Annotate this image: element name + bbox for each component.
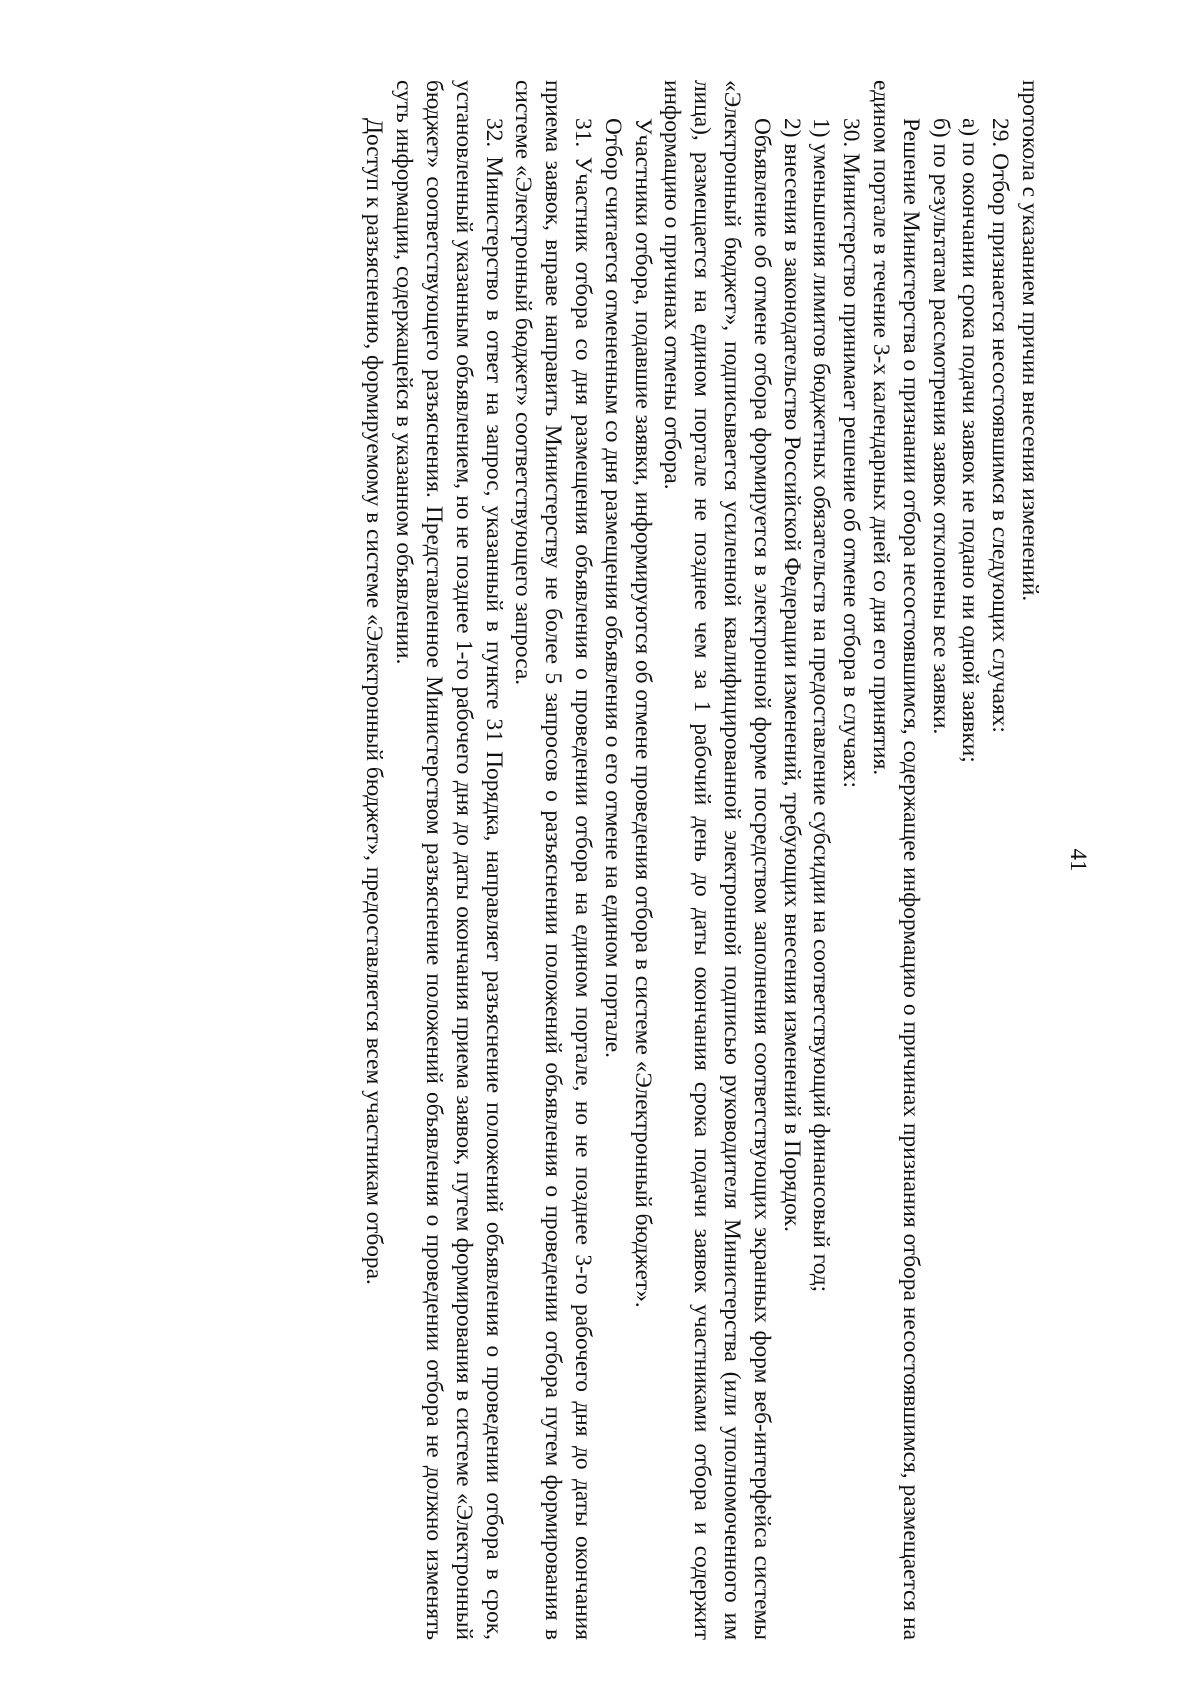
rotated-page-content [150,80,1100,1640]
paragraph-clause-31: 31. Участник отбора со дня размещения объявления о проведении отбора на едином портале, но не позднее 3-го рабочего дня до даты окончания приема заявок, вправе направить Министерству не более 5 запросов о разъяснении положений объявления о проведении отбора путем формирования в системе «Электронный бюджет» соответствующего запроса. [510,80,597,1640]
paragraph-clause-29: 29. Отбор признается несостоявшимся в следующих случаях: [987,118,1014,733]
paragraph-cancellation-notice: Объявление об отмене отбора формируется в электронной форме посредством заполнения соответствующих экранных форм веб-интерфейса системы «Электронный бюджет», подписывается усиленной квалифицированной электронной подписью руководителя Министерства (или уполномоченного им лица), размещается на едином портале не позднее чем за 1 рабочий день до даты окончания срока подачи заявок участниками отбора и содержит информацию о причинах отмены отбора. [659,80,775,1640]
paragraph-decision-unsuccessful: Решение Министерства о признании отбора несостоявшимся, содержащее информацию о причинах признания отбора несостоявшимся, размещается на едином портале в течение 3-х календарных дней со дня его принятия. [868,80,924,1640]
paragraph-participants-informed: Участники отбора, подавшие заявки, информируются об отмене проведения отбора в системе «Электронный бюджет». [629,118,656,1308]
page-number: 41 [1066,848,1091,872]
paragraph-cancellation-effective: Отбор считается отмененным со дня размещения объявления о его отмене на едином портале. [599,118,626,1059]
paragraph-clause-29-a: а) по окончании срока подачи заявок не подано ни одной заявки; [957,118,984,763]
paragraph-clause-30: 30. Министерство принимает решение об отмене отбора в случаях: [838,118,865,788]
paragraph-continuation: протокола с указанием причин внесения изменений. [1017,80,1043,602]
paragraph-clause-32: 32. Министерство в ответ на запрос, указанный в пункте 31 Порядка, направляет разъяснение положений объявления о проведении отбора в срок, установленный указанным объявлением, но не позднее 1-го рабочего дня до даты окончания приема заявок, путем формирования в системе «Электронный бюджет» соответствующего разъяснения. Представленное Министерством разъяснение положений объявления о проведении отбора не должно изменять суть информации, содержащейся в указанном объявлении. [391,80,507,1640]
paragraph-clause-30-1: 1) уменьшения лимитов бюджетных обязательств на предоставление субсидии на соответствующий финансовый год; [808,118,835,1293]
paragraph-clause-29-b: б) по результатам рассмотрения заявок отклонены все заявки. [927,118,954,735]
paragraph-clarification-access: Доступ к разъяснению, формируемому в системе «Электронный бюджет», предоставляется всем участникам отбора. [361,118,388,1285]
paragraph-clause-30-2: 2) внесения в законодательство Российской Федерации изменений, требующих внесения изменений в Порядок. [778,118,805,1233]
document-body [359,80,1044,1640]
